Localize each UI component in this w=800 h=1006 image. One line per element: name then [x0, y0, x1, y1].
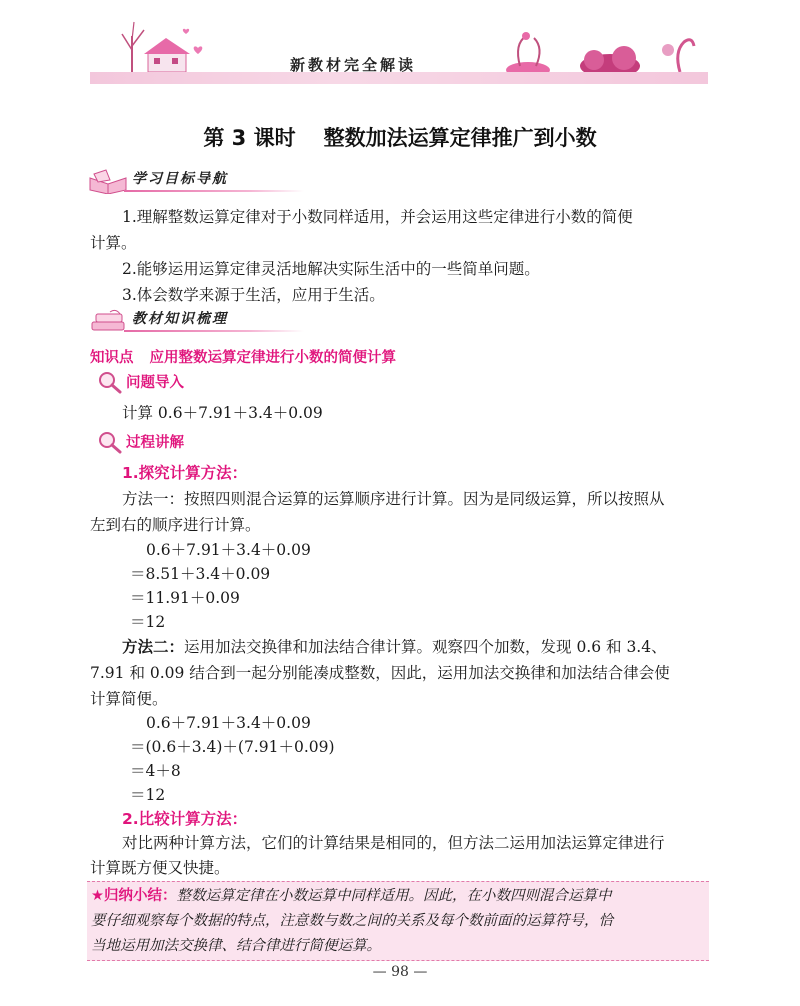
knowledge-heading-label: 教材知识梳理	[132, 311, 228, 327]
calc-2-line-3: ＝4＋8	[130, 762, 181, 780]
lesson-topic: 整数加法运算定律推广到小数	[323, 126, 597, 150]
summary-line-1	[91, 884, 705, 909]
intro-heading	[96, 370, 296, 394]
calc-2-line-2: ＝(0.6＋3.4)＋(7.91＋0.09)	[130, 738, 335, 756]
calc-2-line-4: ＝12	[130, 786, 166, 804]
page-number: — 98 —	[372, 964, 428, 980]
goal-1-line-a: 1.理解整数运算定律对于小数同样适用，并会运用这些定律进行小数的简便	[122, 208, 633, 226]
summary-line-1-text: 整数运算定律在小数运算中同样适用。因此，在小数四则混合运算中	[176, 888, 612, 904]
method-2-line-b: 7.91 和 0.09 结合到一起分别能凑成整数，因此，运用加法交换律和加法结合律会使	[90, 664, 670, 682]
book-icon	[88, 168, 128, 194]
summary-line-3: 当地运用加法交换律、结合律进行简便运算。	[91, 938, 381, 954]
summary-box	[87, 881, 709, 961]
lesson-title	[0, 122, 800, 152]
goal-2: 2.能够运用运算定律灵活地解决实际生活中的一些简单问题。	[122, 260, 540, 278]
heading-underline	[124, 190, 304, 192]
method-1-line-a: 方法一：按照四则混合运算的运算顺序进行计算。因为是同级运算，所以按照从	[122, 490, 665, 508]
knowledge-point	[90, 346, 396, 367]
goals-heading-label: 学习目标导航	[132, 171, 228, 187]
method-2-line-a	[90, 634, 710, 660]
goals-heading	[88, 166, 348, 194]
page-header	[90, 10, 708, 86]
process-heading	[96, 430, 296, 454]
intro-text: 计算 0.6＋7.91＋3.4＋0.09	[122, 404, 323, 422]
method-2-line-c: 计算简便。	[90, 690, 168, 708]
method-1-line-b: 左到右的顺序进行计算。	[90, 516, 261, 534]
calc-1-line-2: ＝8.51＋3.4＋0.09	[130, 565, 271, 583]
method-2-text: 运用加法交换律和加法结合律计算。观察四个加数，发现 0.6 和 3.4、	[184, 638, 667, 656]
summary-text	[91, 884, 705, 959]
goal-1-line-b: 计算。	[90, 234, 137, 252]
goal-1	[90, 204, 710, 230]
step-2-title: 2.比较计算方法：	[122, 810, 248, 828]
goal-3: 3.体会数学来源于生活，应用于生活。	[122, 286, 385, 304]
tree-illustration	[122, 22, 144, 72]
knowledge-point-label: 知识点	[90, 350, 134, 366]
header-title: 新教材完全解读	[290, 56, 417, 74]
calc-1-line-3: ＝11.91＋0.09	[130, 589, 240, 607]
step-1-title: 1.探究计算方法：	[122, 464, 248, 482]
calc-2-line-1: 0.6＋7.91＋3.4＋0.09	[146, 714, 311, 732]
compare-line-a: 对比两种计算方法，它们的计算结果是相同的，但方法二运用加法运算定律进行	[122, 834, 665, 852]
knowledge-point-text: 应用整数运算定律进行小数的简便计算	[149, 350, 396, 366]
books-icon	[88, 308, 128, 334]
heading-underline	[124, 330, 304, 332]
compare-line-b: 计算既方便又快捷。	[90, 859, 230, 877]
knowledge-heading	[88, 306, 348, 334]
summary-line-2: 要仔细观察每个数据的特点，注意数与数之间的关系及每个数前面的运算符号，恰	[91, 913, 613, 929]
lesson-number: 第 3 课时	[203, 126, 296, 150]
magnifier-icon	[96, 430, 124, 454]
method-2-label: 方法二：	[122, 638, 185, 656]
summary-lead: ★归纳小结：	[91, 888, 177, 904]
calc-1-line-4: ＝12	[130, 613, 166, 631]
process-heading-label: 过程讲解	[126, 435, 184, 451]
house-illustration	[144, 38, 190, 72]
magnifier-icon	[96, 370, 124, 394]
calc-1-line-1: 0.6＋7.91＋3.4＋0.09	[146, 541, 311, 559]
intro-heading-label: 问题导入	[126, 375, 184, 391]
